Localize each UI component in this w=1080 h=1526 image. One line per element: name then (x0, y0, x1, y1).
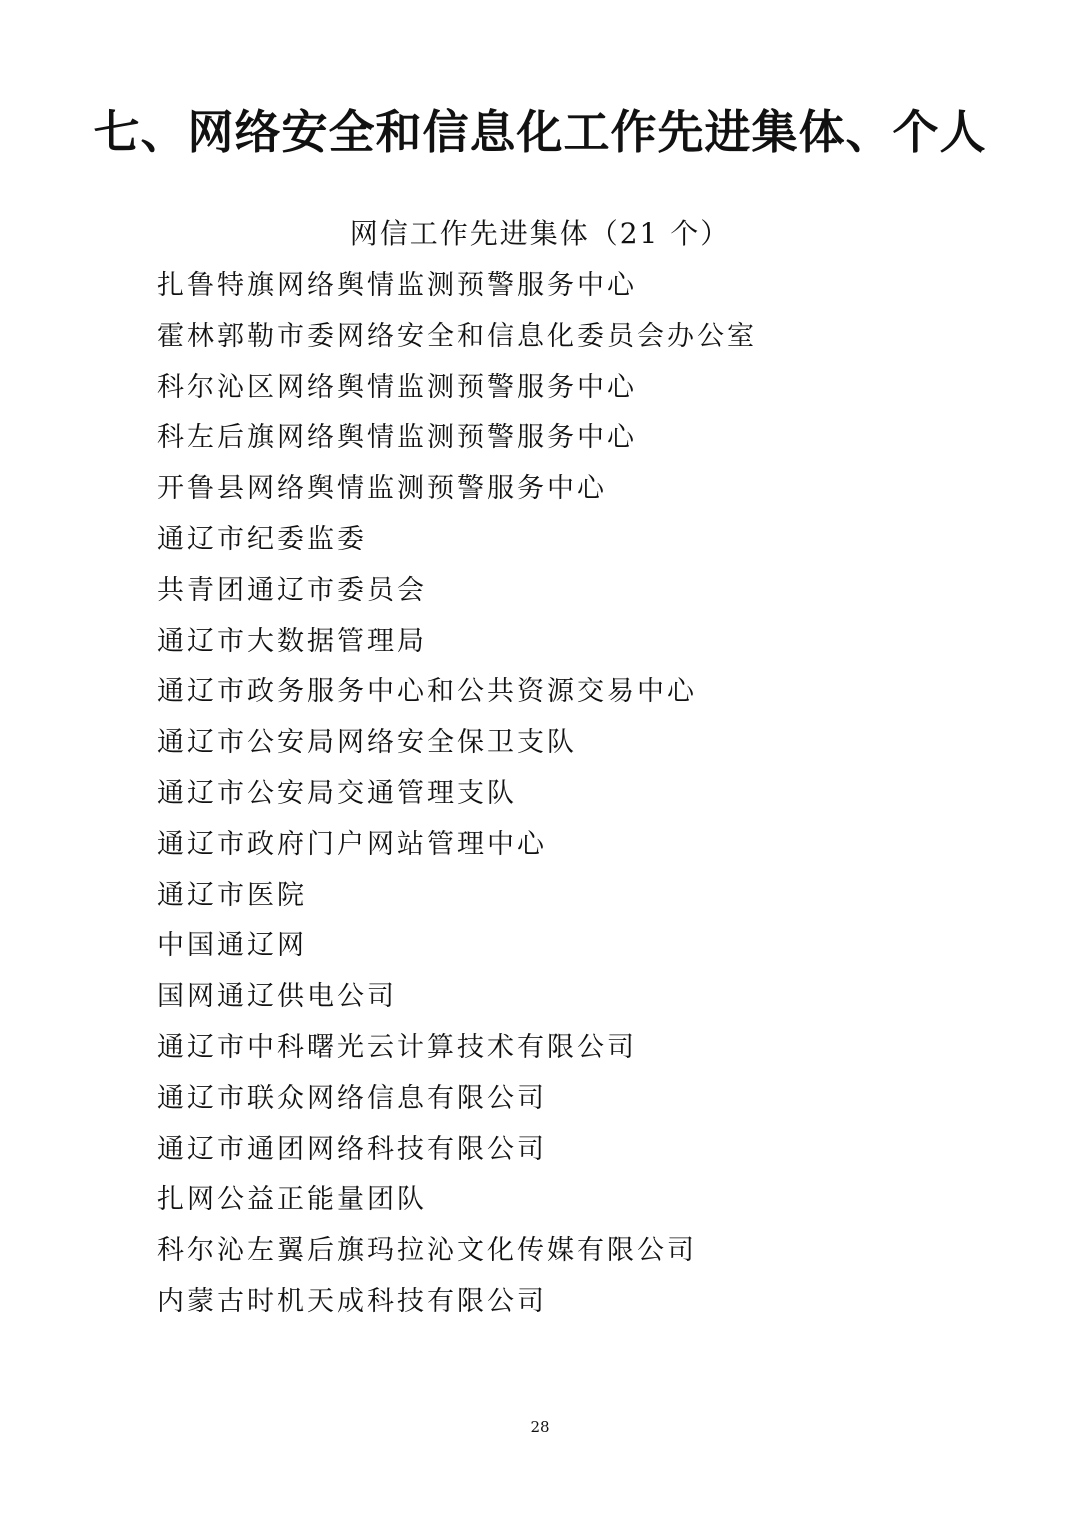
list-item: 国网通辽供电公司 (157, 981, 397, 1013)
advanced-collective-list (157, 266, 757, 1333)
list-item: 科尔沁区网络舆情监测预警服务中心 (157, 371, 637, 403)
list-item: 中国通辽网 (157, 930, 307, 962)
list-item: 通辽市公安局网络安全保卫支队 (157, 727, 577, 759)
page-number: 28 (530, 1418, 550, 1436)
list-item: 共青团通辽市委员会 (157, 574, 427, 606)
list-item: 通辽市联众网络信息有限公司 (157, 1082, 547, 1114)
list-item: 科尔沁左翼后旗玛拉沁文化传媒有限公司 (157, 1235, 697, 1267)
page-title: 七、网络安全和信息化工作先进集体、个人 (93, 105, 987, 159)
list-item: 内蒙古时机天成科技有限公司 (157, 1285, 547, 1317)
list-item: 科左后旗网络舆情监测预警服务中心 (157, 422, 637, 454)
list-item: 通辽市公安局交通管理支队 (157, 777, 517, 809)
section-heading: 网信工作先进集体（21 个） (349, 217, 731, 250)
list-item: 开鲁县网络舆情监测预警服务中心 (157, 473, 607, 505)
list-item: 通辽市医院 (157, 879, 307, 911)
list-item: 通辽市通团网络科技有限公司 (157, 1133, 547, 1165)
list-item: 扎鲁特旗网络舆情监测预警服务中心 (157, 270, 637, 301)
list-item: 通辽市政府门户网站管理中心 (157, 828, 547, 860)
list-item: 霍林郭勒市委网络安全和信息化委员会办公室 (157, 320, 757, 352)
list-item: 通辽市大数据管理局 (157, 625, 427, 657)
list-item: 扎网公益正能量团队 (157, 1184, 427, 1216)
list-item: 通辽市纪委监委 (157, 523, 367, 555)
list-item: 通辽市中科曙光云计算技术有限公司 (157, 1031, 637, 1063)
list-item: 通辽市政务服务中心和公共资源交易中心 (157, 676, 697, 708)
